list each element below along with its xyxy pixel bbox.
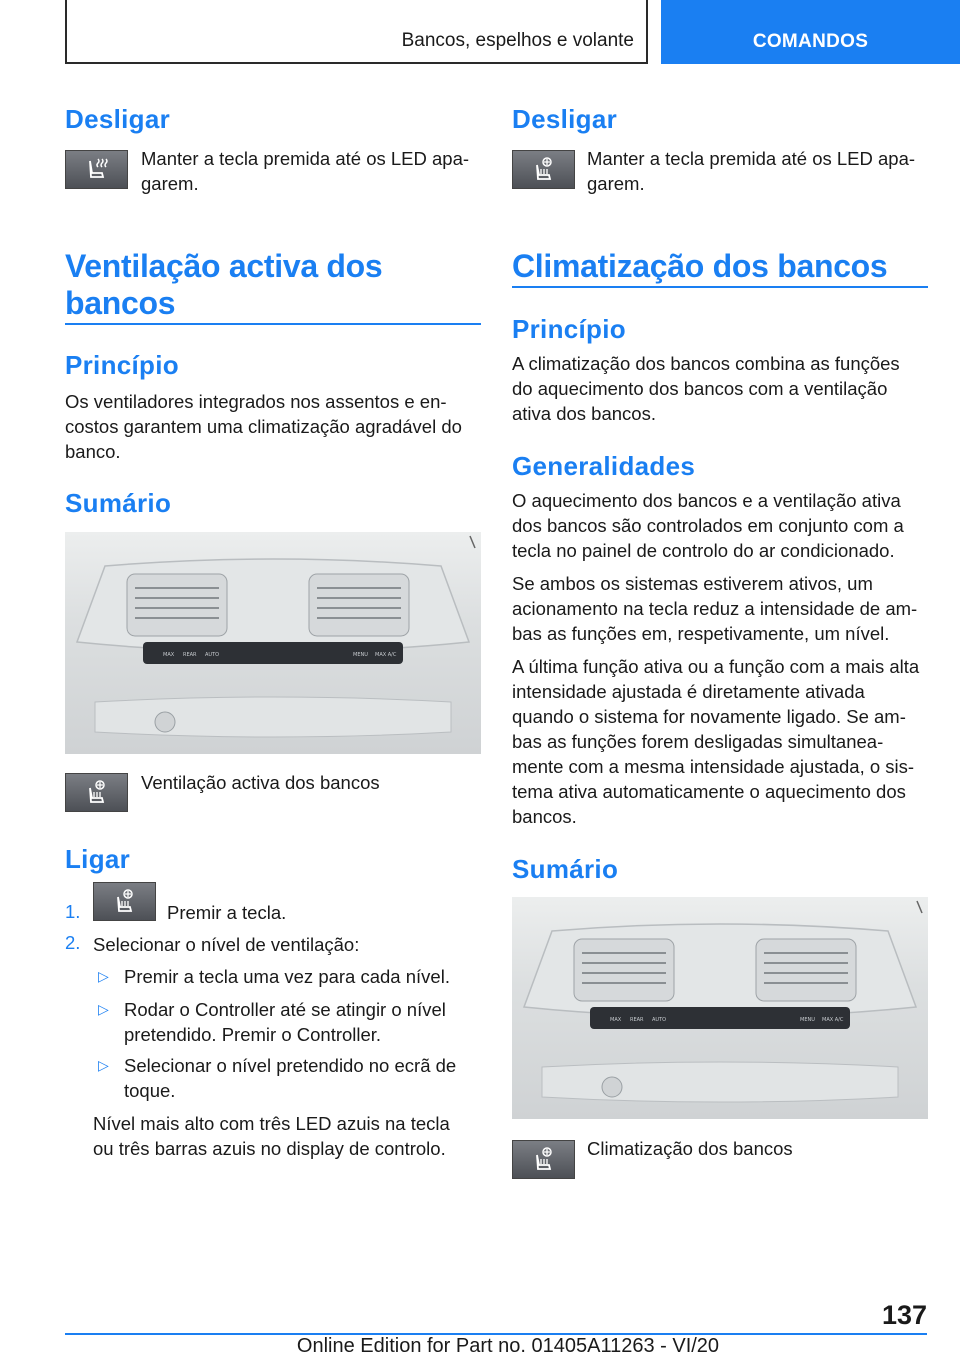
gen-line: Se ambos os sistemas estiverem ativos, um (512, 573, 873, 594)
left-desligar-line1: Manter a tecla premida até os LED apa- (141, 148, 470, 169)
gen-line: acionamento na tecla reduz a intensidade de am- (512, 598, 918, 619)
bullet-triangle-icon: ▷ (98, 1001, 109, 1017)
note-text: ou três barras azuis no display de controlo. (93, 1138, 446, 1159)
footer-edition-text: Online Edition for Part no. 01405A11263 - VI/20 (296, 1335, 720, 1357)
bullet-text: pretendido. Premir o Controller. (124, 1024, 382, 1045)
right-principio-line: A climatização dos bancos combina as funções (512, 353, 900, 374)
step-number: 2. (65, 932, 81, 953)
svg-text:MAX: MAX (163, 652, 175, 658)
gen-line: bas as funções forem desligadas simultanea- (512, 731, 884, 752)
gen-line: mente com a mesma intensidade ajustada, o sis- (512, 756, 915, 777)
seat-heating-icon (82, 155, 112, 185)
chapter-tab-label: COMANDOS (752, 31, 869, 52)
seat-ventilation-icon (110, 887, 140, 917)
bullet-text: Rodar o Controller até se atingir o nível (124, 999, 446, 1020)
gen-line: A última função ativa ou a função com a mais alta (512, 656, 920, 677)
step-text: Premir a tecla. (167, 902, 287, 923)
seat-ventilation-key-icon (65, 773, 128, 812)
gen-line: bancos. (512, 806, 577, 827)
right-dashboard-photo (512, 897, 928, 1119)
left-dashboard-photo (65, 532, 481, 754)
section-header-box (65, 0, 648, 64)
seat-heating-key-icon (65, 150, 128, 189)
bullet-text: Premir a tecla uma vez para cada nível. (124, 966, 450, 987)
right-principio-line: ativa dos bancos. (512, 403, 656, 424)
bullet-text: Selecionar o nível pretendido no ecrã de (124, 1055, 457, 1076)
left-sumario-heading: Sumário (65, 488, 172, 518)
right-principio-heading: Princípio (512, 314, 626, 344)
left-main-heading-line2: bancos (65, 285, 176, 321)
gen-line: O aquecimento dos bancos e a ventilação ativa (512, 490, 901, 511)
gen-line: intensidade ajustada é diretamente ativada (512, 681, 865, 702)
gen-line: quando o sistema for novamente ligado. Se am- (512, 706, 906, 727)
right-photo-caption: Climatização dos bancos (587, 1138, 793, 1159)
right-desligar-heading: Desligar (512, 104, 618, 134)
note-text: Nível mais alto com três LED azuis na tecla (93, 1113, 450, 1134)
right-sumario-heading: Sumário (512, 854, 619, 884)
step-number: 1. (65, 901, 81, 922)
svg-text:REAR: REAR (630, 1017, 644, 1023)
gen-line: tema ativa automaticamente o aquecimento dos (512, 781, 906, 802)
right-generalidades-heading: Generalidades (512, 451, 696, 481)
left-desligar-line2: garem. (141, 173, 199, 194)
section-title: Bancos, espelhos e volante (401, 30, 634, 51)
chapter-tab[interactable] (661, 0, 960, 64)
gen-line: tecla no painel de controlo do ar condicionado. (512, 540, 895, 561)
left-desligar-heading: Desligar (65, 104, 171, 134)
seat-climate-icon (529, 1145, 559, 1175)
bullet-triangle-icon: ▷ (98, 1057, 109, 1073)
seat-climate-key-icon (512, 1140, 575, 1179)
left-principio-heading: Princípio (65, 350, 179, 380)
footer-edition (0, 1335, 960, 1358)
bullet-triangle-icon: ▷ (98, 968, 109, 984)
seat-ventilation-icon (529, 155, 559, 185)
svg-text:MAX A/C: MAX A/C (375, 652, 397, 658)
bullet-text: toque. (124, 1080, 176, 1101)
step-text: Selecionar o nível de ventilação: (93, 934, 360, 955)
seat-ventilation-key-icon (512, 150, 575, 189)
gen-line: bas as funções em, respetivamente, um nível. (512, 623, 890, 644)
right-desligar-line2: garem. (587, 173, 645, 194)
right-desligar-line1: Manter a tecla premida até os LED apa- (587, 148, 916, 169)
left-ligar-heading: Ligar (65, 844, 131, 874)
left-principio-line: banco. (65, 441, 121, 462)
svg-text:MENU: MENU (800, 1017, 815, 1023)
right-heading-rule (512, 286, 928, 288)
gen-line: dos bancos são controlados em conjunto com a (512, 515, 904, 536)
seat-ventilation-icon (82, 778, 112, 808)
right-main-heading: Climatização dos bancos (512, 248, 888, 284)
left-heading-rule (65, 323, 481, 325)
svg-text:MAX: MAX (610, 1017, 622, 1023)
svg-text:REAR: REAR (183, 652, 197, 658)
seat-ventilation-key-icon (93, 882, 156, 921)
svg-text:AUTO: AUTO (652, 1017, 667, 1023)
svg-text:AUTO: AUTO (205, 652, 220, 658)
svg-text:MENU: MENU (353, 652, 368, 658)
left-photo-caption: Ventilação activa dos bancos (141, 772, 380, 793)
right-principio-line: do aquecimento dos bancos com a ventilação (512, 378, 888, 399)
page-header (0, 0, 960, 66)
page-number: 137 (881, 1300, 927, 1330)
left-principio-line: costos garantem uma climatização agradável do (65, 416, 462, 437)
svg-text:MAX A/C: MAX A/C (822, 1017, 844, 1023)
left-main-heading-line1: Ventilação activa dos (65, 248, 383, 284)
left-principio-line: Os ventiladores integrados nos assentos e en- (65, 391, 447, 412)
